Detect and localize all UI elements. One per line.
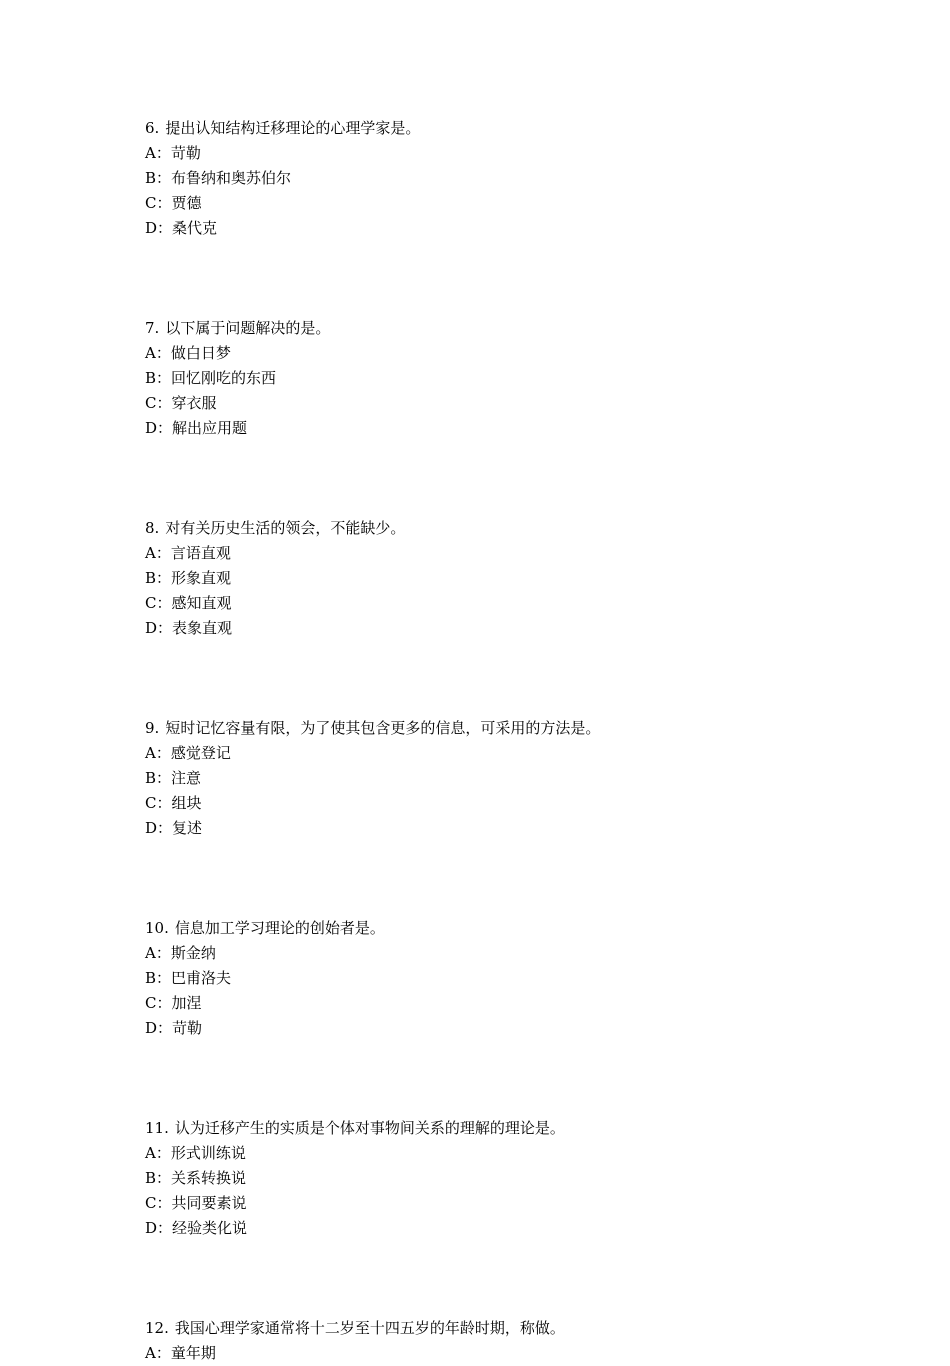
option-a <box>145 1341 845 1366</box>
option-text: 苛勒 <box>170 144 201 162</box>
option-label: B： <box>145 769 172 787</box>
option-a <box>145 941 845 966</box>
option-label: B： <box>145 169 172 187</box>
option-label: D： <box>145 219 173 237</box>
option-c <box>145 991 845 1016</box>
option-label: B： <box>145 369 172 387</box>
question-10 <box>145 916 845 1041</box>
option-text: 加涅 <box>171 994 202 1012</box>
question-stem <box>145 916 845 941</box>
option-label: C： <box>145 1194 172 1212</box>
question-text: 以下属于问题解决的是。 <box>165 319 331 337</box>
option-text: 言语直观 <box>170 544 231 562</box>
option-label: B： <box>145 569 172 587</box>
option-a <box>145 141 845 166</box>
question-text: 短时记忆容量有限，为了使其包含更多的信息，可采用的方法是。 <box>165 719 601 737</box>
option-label: A： <box>145 544 171 562</box>
option-label: D： <box>145 819 173 837</box>
question-12 <box>145 1316 845 1366</box>
option-text: 感知直观 <box>171 594 232 612</box>
option-d <box>145 216 845 241</box>
option-a <box>145 1141 845 1166</box>
option-label: C： <box>145 394 172 412</box>
question-stem <box>145 1116 845 1141</box>
option-b <box>145 366 845 391</box>
option-text: 关系转换说 <box>171 1169 247 1187</box>
option-text: 形式训练说 <box>170 1144 246 1162</box>
option-d <box>145 1216 845 1241</box>
option-d <box>145 416 845 441</box>
option-label: D： <box>145 619 173 637</box>
document-page <box>145 116 845 1366</box>
option-c <box>145 791 845 816</box>
option-text: 感觉登记 <box>170 744 231 762</box>
option-label: A： <box>145 1344 171 1362</box>
question-stem <box>145 316 845 341</box>
question-stem <box>145 1316 845 1341</box>
option-text: 注意 <box>171 769 202 787</box>
question-number: 10. <box>145 919 169 937</box>
option-text: 形象直观 <box>171 569 232 587</box>
question-stem <box>145 716 845 741</box>
option-text: 巴甫洛夫 <box>171 969 232 987</box>
option-text: 穿衣服 <box>171 394 217 412</box>
question-number: 9. <box>145 719 160 737</box>
question-text: 提出认知结构迁移理论的心理学家是。 <box>165 119 421 137</box>
option-d <box>145 616 845 641</box>
question-number: 12. <box>145 1319 169 1337</box>
option-text: 共同要素说 <box>171 1194 247 1212</box>
option-text: 经验类化说 <box>172 1219 248 1237</box>
option-b <box>145 766 845 791</box>
option-d <box>145 816 845 841</box>
option-b <box>145 166 845 191</box>
option-b <box>145 966 845 991</box>
option-label: A： <box>145 344 171 362</box>
option-text: 贾德 <box>171 194 202 212</box>
question-8 <box>145 516 845 641</box>
option-label: D： <box>145 419 173 437</box>
option-c <box>145 391 845 416</box>
option-a <box>145 741 845 766</box>
option-label: D： <box>145 1019 173 1037</box>
question-6 <box>145 116 845 241</box>
question-11 <box>145 1116 845 1241</box>
option-label: D： <box>145 1219 173 1237</box>
option-text: 组块 <box>171 794 202 812</box>
question-text: 信息加工学习理论的创始者是。 <box>174 919 385 937</box>
question-number: 8. <box>145 519 160 537</box>
option-b <box>145 1166 845 1191</box>
option-label: B： <box>145 1169 172 1187</box>
question-text: 对有关历史生活的领会，不能缺少。 <box>165 519 406 537</box>
option-label: C： <box>145 594 172 612</box>
question-stem <box>145 516 845 541</box>
option-text: 布鲁纳和奥苏伯尔 <box>171 169 292 187</box>
question-stem <box>145 116 845 141</box>
option-label: A： <box>145 1144 171 1162</box>
option-text: 桑代克 <box>172 219 218 237</box>
option-a <box>145 341 845 366</box>
question-number: 6. <box>145 119 160 137</box>
option-text: 童年期 <box>170 1344 216 1362</box>
option-c <box>145 1191 845 1216</box>
question-7 <box>145 316 845 441</box>
option-c <box>145 591 845 616</box>
option-label: A： <box>145 144 171 162</box>
option-text: 复述 <box>172 819 203 837</box>
option-text: 解出应用题 <box>172 419 248 437</box>
question-number: 7. <box>145 319 160 337</box>
option-label: A： <box>145 944 171 962</box>
question-text: 我国心理学家通常将十二岁至十四五岁的年龄时期，称做。 <box>174 1319 565 1337</box>
option-text: 斯金纳 <box>170 944 216 962</box>
option-b <box>145 566 845 591</box>
question-9 <box>145 716 845 841</box>
question-text: 认为迁移产生的实质是个体对事物间关系的理解的理论是。 <box>174 1119 565 1137</box>
option-text: 做白日梦 <box>170 344 231 362</box>
option-label: C： <box>145 794 172 812</box>
option-text: 苛勒 <box>172 1019 203 1037</box>
option-label: C： <box>145 194 172 212</box>
option-c <box>145 191 845 216</box>
option-text: 回忆刚吃的东西 <box>171 369 277 387</box>
option-label: C： <box>145 994 172 1012</box>
option-label: B： <box>145 969 172 987</box>
option-a <box>145 541 845 566</box>
option-d <box>145 1016 845 1041</box>
option-text: 表象直观 <box>172 619 233 637</box>
question-number: 11. <box>145 1119 169 1137</box>
option-label: A： <box>145 744 171 762</box>
